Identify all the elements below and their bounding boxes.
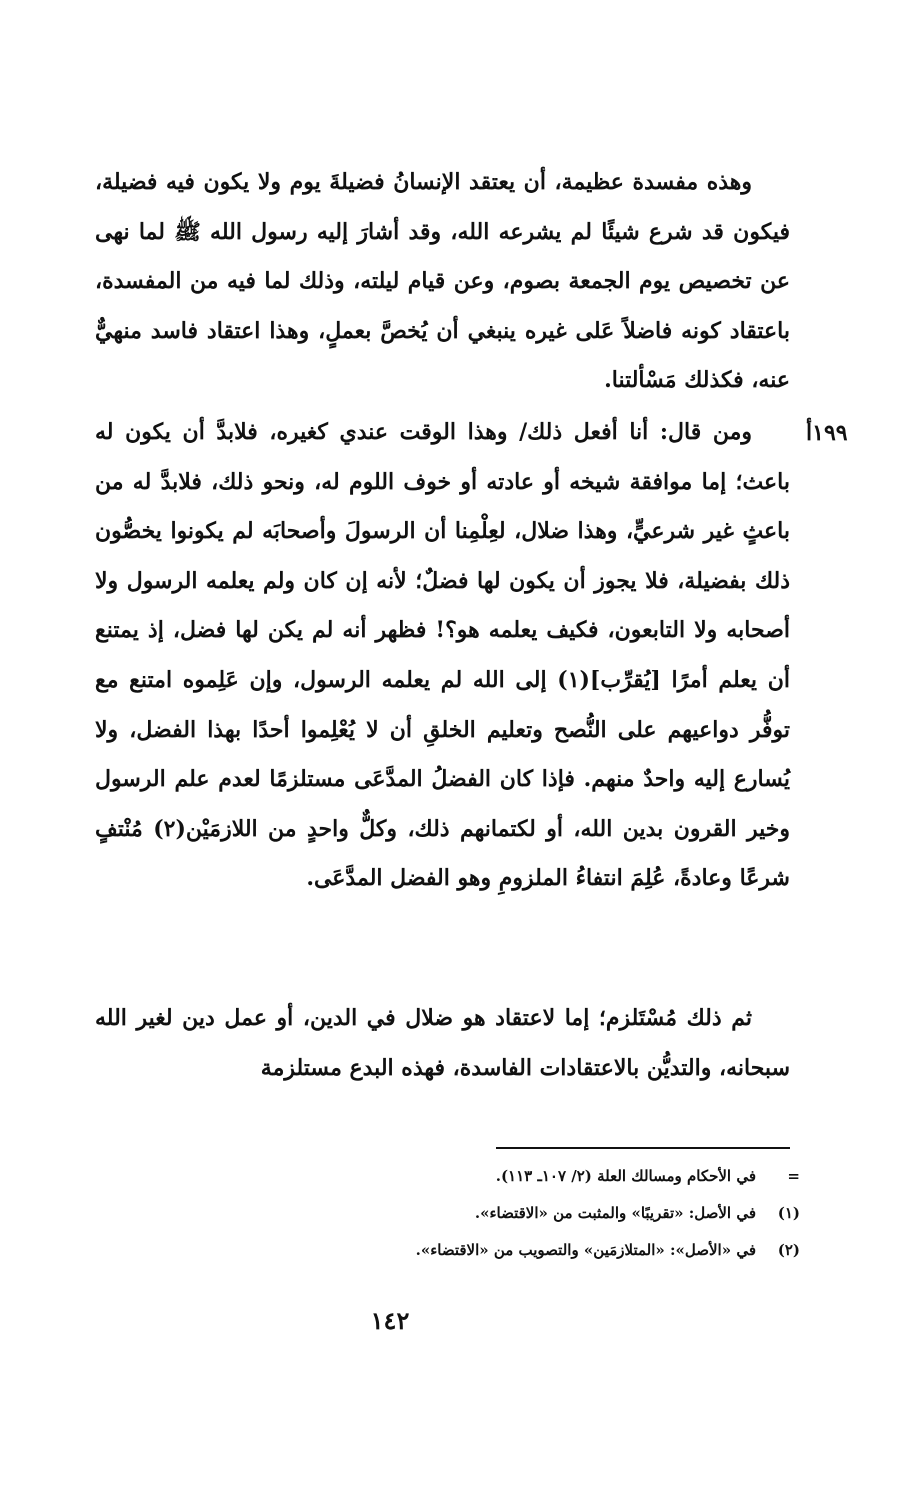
footnote-1 (200, 1195, 800, 1232)
footnote-text: في الأحكام ومسالك العلة (٢/ ١٠٧ـ ١١٣). (495, 1167, 756, 1185)
paragraph-text: ومن قال: أنا أفعل ذلك/ وهذا الوقت عندي كغيره، فلابدَّ أن يكون له باعث؛ إما موافقة شيخه أو عادته أو خوف اللوم له، ونحو ذلك، فلابدَّ له من باعثٍ غير شرعيٍّ، وهذا ضلال، لعِلْمِنا أن الرسولَ وأصحابَه لم يكونوا يخصُّون ذلك بفضيلة، فلا يجوز أن يكون لها فضلٌ؛ لأنه إن كان ولم يعلمه الرسول ولا أصحابه ولا التابعون، فكيف يعلمه هو؟! فظهر أنه لم يكن لها فضل، إذ يمتنع أن يعلم أمرًا [يُقرِّب](١) إلى الله لم يعلمه الرسول، وإن عَلِموه امتنع مع توفُّر دواعيهم على النُّصح وتعليم الخلقِ أن لا يُعْلِموا أحدًا بهذا الفضل، ولا يُسارع إليه واحدٌ منهم. فإذا كان الفضلُ المدَّعَى مستلزمًا لعدم علم الرسول وخير القرون بدين الله، أو لكتمانهم ذلك، وكلٌّ واحدٍ من اللازمَيْن(٢) مُنْتفٍ شرعًا وعادةً، عُلِمَ انتفاءُ الملزومِ وهو الفضل المدَّعَى. (95, 419, 791, 892)
body-paragraph-3 (95, 994, 790, 1093)
footnote-continuation (200, 1158, 800, 1195)
body-paragraph-1 (95, 158, 790, 406)
footnotes (200, 1158, 800, 1269)
body-paragraph-2 (95, 408, 790, 904)
footnote-text: في الأصل: «تقريبًا» والمثبت من «الاقتضاء». (474, 1204, 756, 1222)
footnote-divider (496, 1147, 790, 1149)
footnote-text: في «الأصل»: «المتلازمَين» والتصويب من «الاقتضاء». (415, 1241, 756, 1259)
page-number: ١٤٢ (370, 1306, 410, 1335)
footnote-2 (200, 1232, 800, 1269)
footnote-marker: (١) (777, 1204, 800, 1222)
footnote-marker: = (787, 1167, 800, 1185)
paragraph-text: وهذه مفسدة عظيمة، أن يعتقد الإنسانُ فضيلةَ يوم ولا يكون فيه فضيلة، فيكون قد شرع شيئًا لم يشرعه الله، وقد أشارَ إليه رسول الله ﷺ لما نهى عن تخصيص يوم الجمعة بصوم، وعن قيام ليلته، وذلك لما فيه من المفسدة، باعتقاد كونه فاضلاً عَلى غيره ينبغي أن يُخصَّ بعملٍ، وهذا اعتقاد فاسد منهيٌّ عنه، فكذلك مَسْألتنا. (95, 169, 790, 394)
footnote-marker: (٢) (777, 1241, 800, 1259)
paragraph-text: ثم ذلك مُسْتَلزم؛ إما لاعتقاد هو ضلال في الدين، أو عمل دين لغير الله سبحانه، والتديُّن بالاعتقادات الفاسدة، فهذه البدع مستلزمة (95, 1005, 790, 1081)
folio-margin-note: ١٩٩أ (806, 420, 848, 446)
